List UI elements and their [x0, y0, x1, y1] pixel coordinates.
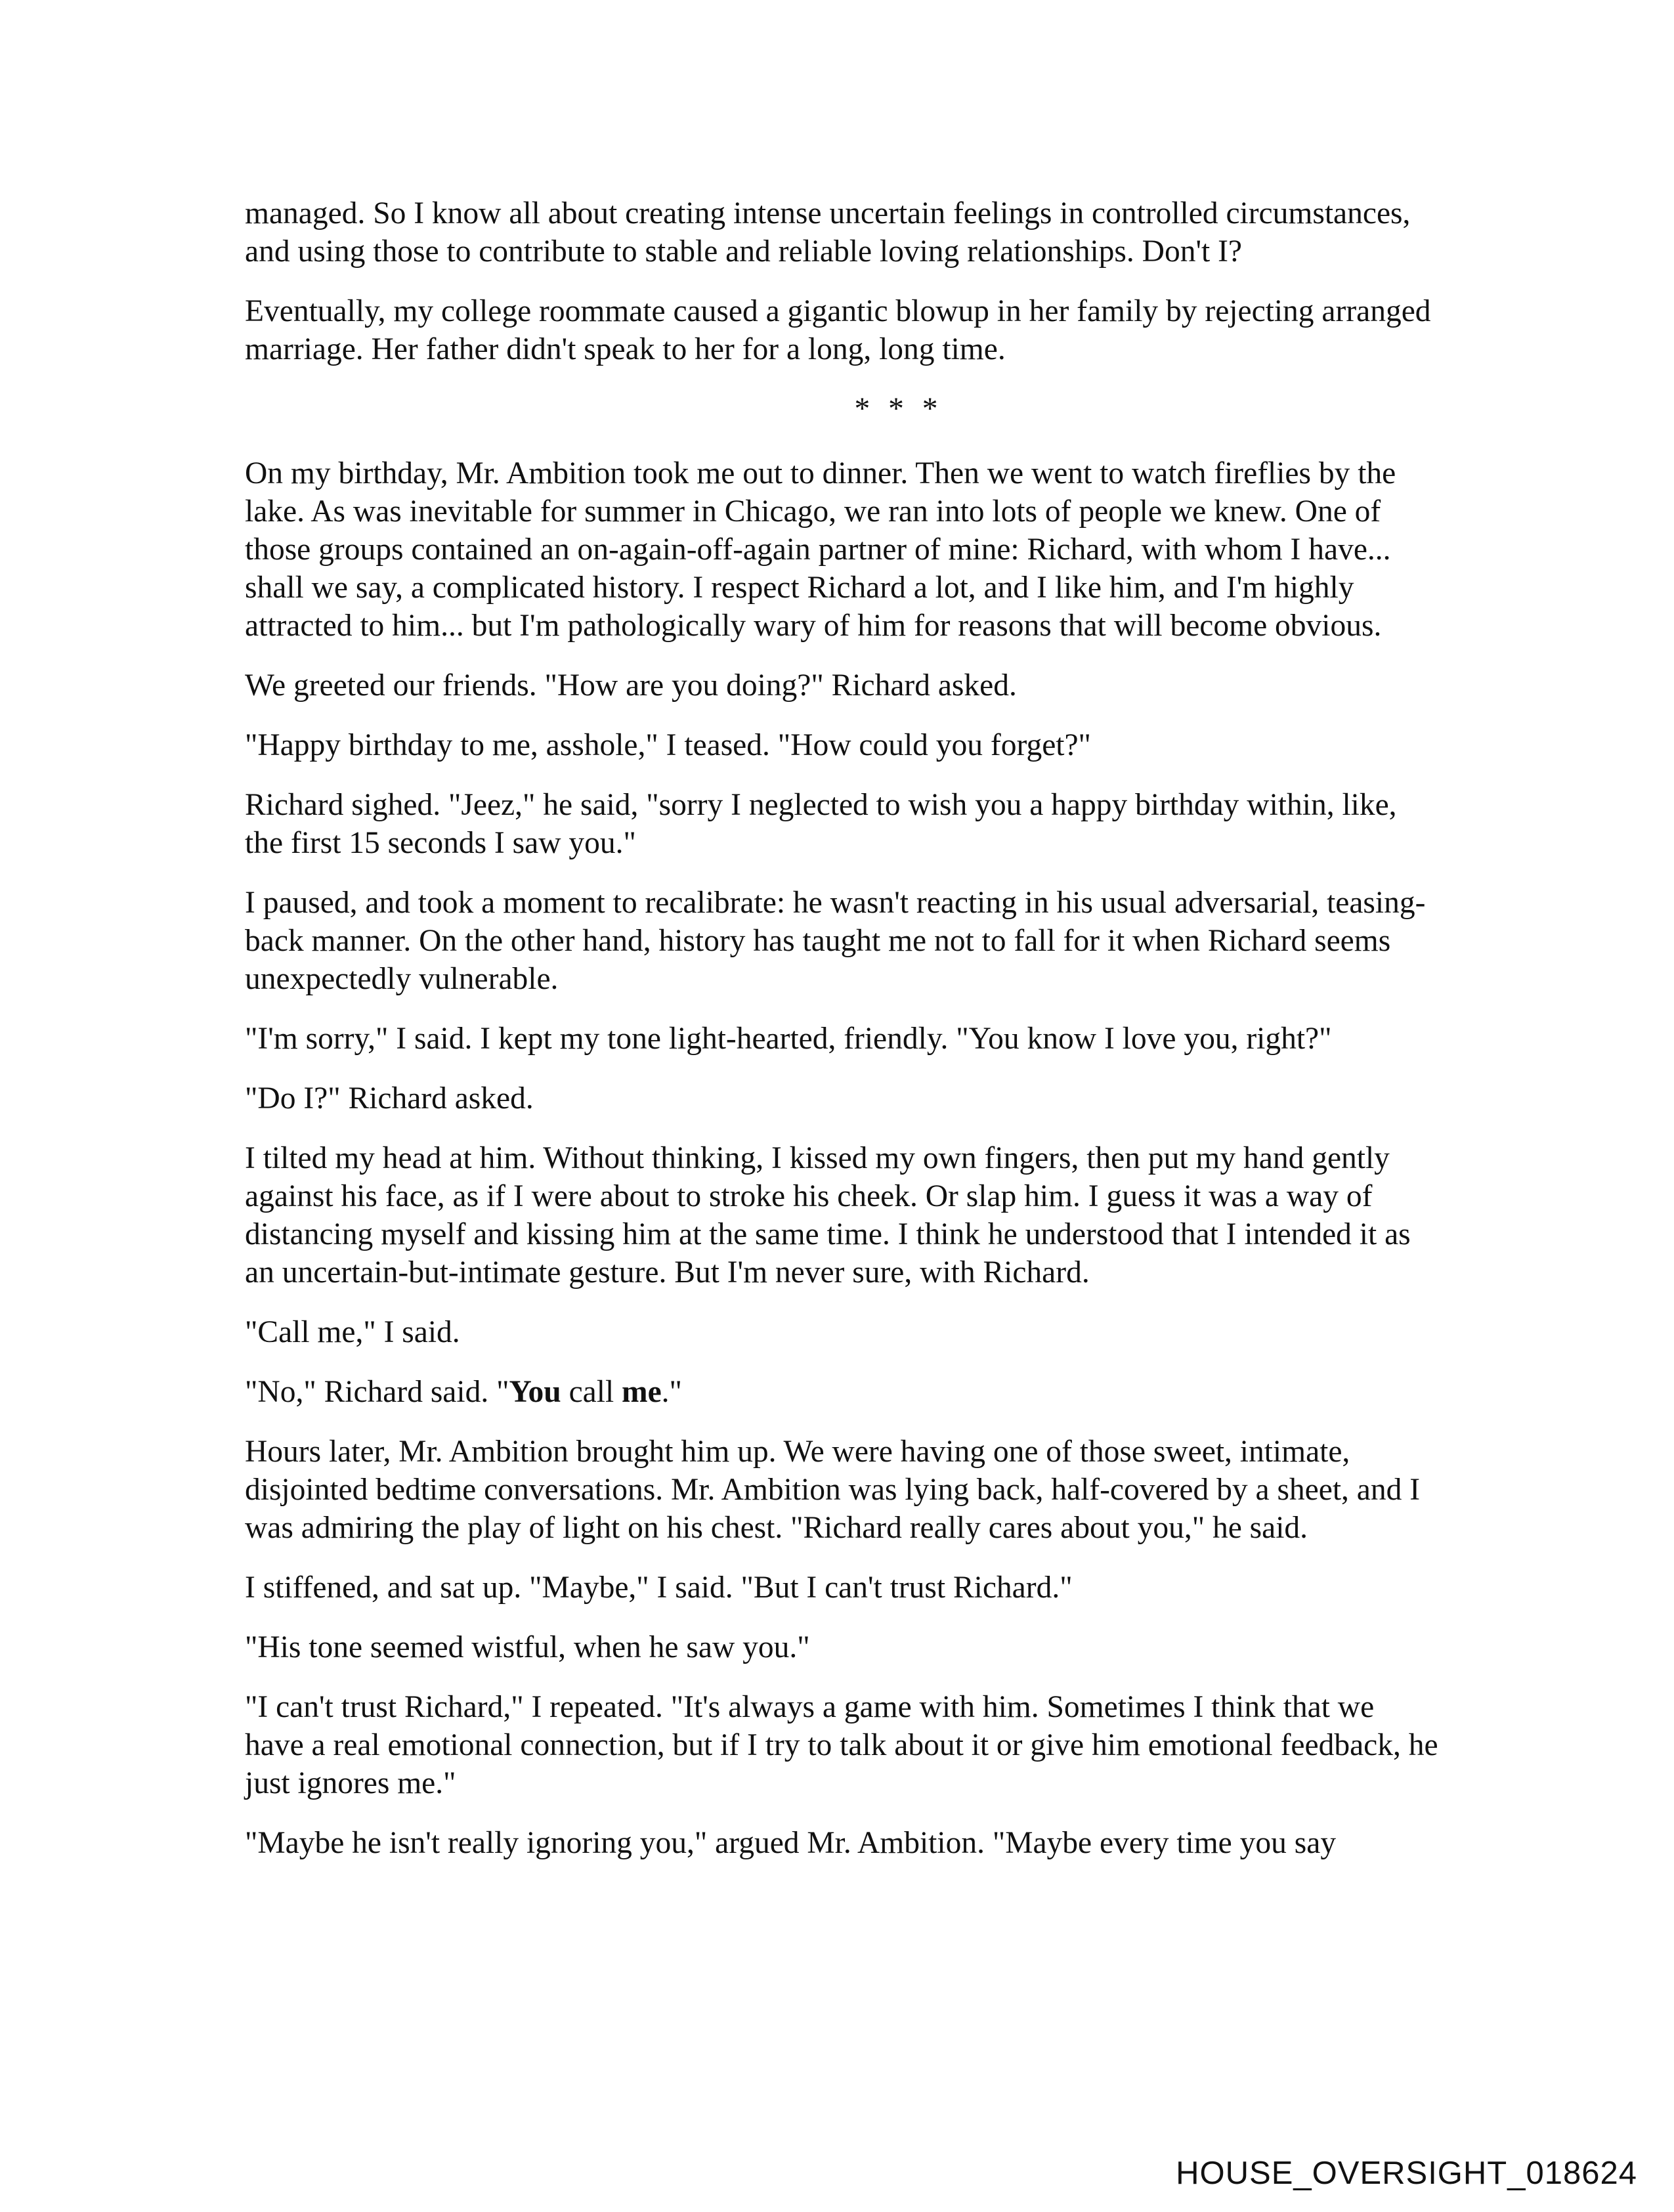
paragraph-15: "His tone seemed wistful, when he saw you."	[245, 1630, 810, 1664]
bold-line-part3: ."	[661, 1375, 682, 1409]
paragraph-4: We greeted our friends. "How are you doing?" Richard asked.	[245, 668, 1017, 703]
paragraph-7: I paused, and took a moment to recalibrate: he wasn't reacting in his usual adversarial, teasing-back manner. On the other hand, history has taught me not to fall for it when Richard seems unexpectedly vulnerable.	[245, 886, 1426, 996]
paragraph-9: "Do I?" Richard asked.	[245, 1081, 534, 1116]
paragraph-12-bold-line	[245, 1373, 1440, 1411]
document-id-footer: HOUSE_OVERSIGHT_018624	[1176, 2156, 1637, 2191]
section-separator: * * *	[854, 392, 943, 426]
paragraph-1: managed. So I know all about creating intense uncertain feelings in controlled circumstances, and using those to contribute to stable and reliable loving relationships. Don't I?	[245, 196, 1411, 269]
bold-word-you: You	[509, 1375, 561, 1409]
paragraph-5: "Happy birthday to me, asshole," I teased. "How could you forget?"	[245, 728, 1091, 762]
paragraph-11: "Call me," I said.	[245, 1315, 460, 1349]
bold-line-part2: call	[561, 1375, 622, 1409]
bold-word-me: me	[622, 1375, 662, 1409]
paragraph-8: "I'm sorry," I said. I kept my tone light-hearted, friendly. "You know I love you, right?"	[245, 1022, 1332, 1056]
paragraph-3: On my birthday, Mr. Ambition took me out to dinner. Then we went to watch fireflies by the lake. As was inevitable for summer in Chicago, we ran into lots of people we knew. One of those groups contained an on-again-off-again partner of mine: Richard, with whom I have... shall we say, a complicated history. I respect Richard a lot, and I like him, and I'm highly attracted to him... but I'm pathologically wary of him for reasons that will become obvious.	[245, 456, 1396, 643]
paragraph-16: "I can't trust Richard," I repeated. "It's always a game with him. Sometimes I think that we have a real emotional connection, but if I try to talk about it or give him emotional feedback, he just ignores me."	[245, 1690, 1438, 1800]
paragraph-14: I stiffened, and sat up. "Maybe," I said. "But I can't trust Richard."	[245, 1571, 1073, 1605]
paragraph-13: Hours later, Mr. Ambition brought him up. We were having one of those sweet, intimate, disjointed bedtime conversations. Mr. Ambition was lying back, half-covered by a sheet, and I was admiring the play of light on his chest. "Richard really cares about you," he said.	[245, 1435, 1421, 1545]
bold-line-part1: "No," Richard said. "	[245, 1375, 509, 1409]
paragraph-17: "Maybe he isn't really ignoring you," argued Mr. Ambition. "Maybe every time you say	[245, 1826, 1337, 1860]
paragraph-2: Eventually, my college roommate caused a gigantic blowup in her family by rejecting arranged marriage. Her father didn't speak to her for a long, long time.	[245, 294, 1431, 366]
paragraph-6: Richard sighed. "Jeez," he said, "sorry I neglected to wish you a happy birthday within, like, the first 15 seconds I saw you."	[245, 788, 1397, 860]
paragraph-10: I tilted my head at him. Without thinking, I kissed my own fingers, then put my hand gently against his face, as if I were about to stroke his cheek. Or slap him. I guess it was a way of distancing myself and kissing him at the same time. I think he understood that I intended it as an uncertain-but-intimate gesture. But I'm never sure, with Richard.	[245, 1141, 1411, 1290]
page-body	[245, 194, 1440, 1884]
